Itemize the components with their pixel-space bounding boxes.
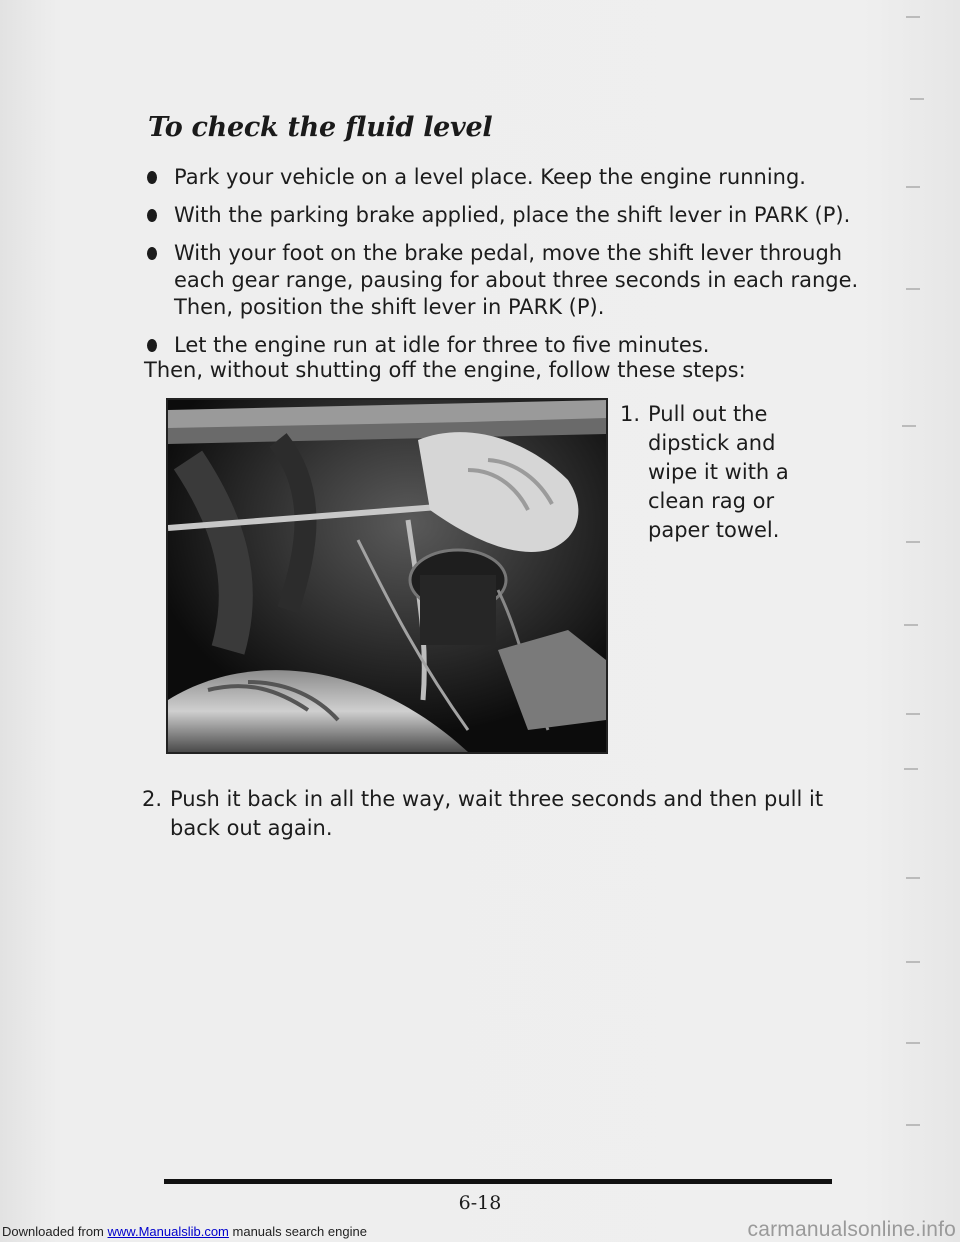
watermark-source [2,1224,367,1239]
margin-tick [906,961,920,963]
steps-intro: Then, without shutting off the engine, follow these steps: [144,358,746,382]
margin-tick [906,288,920,290]
footer-rule [164,1179,832,1184]
margin-tick [904,624,918,626]
download-watermark [0,1218,960,1242]
bullet-icon [147,247,157,260]
margin-tick [910,98,924,100]
step-number: 1. [620,402,641,426]
manualslib-link[interactable]: www.Manualslib.com [107,1224,229,1239]
step-text: Pull out the dipstick and wipe it with a clean rag or paper towel. [648,402,789,542]
bullet-list [144,164,864,370]
bullet-text: With your foot on the brake pedal, move the shift lever through each gear range, pausing for about three seconds in each range. Then, position the shift lever in PARK (P). [174,241,859,319]
step-text: Push it back in all the way, wait three seconds and then pull it back out again. [170,787,824,840]
step-number: 2. [142,787,163,811]
bullet-icon [147,209,157,222]
section-heading: To check the fluid level [148,112,493,143]
list-item [144,164,864,191]
margin-tick [906,1124,920,1126]
margin-tick [904,768,918,770]
bullet-text: Park your vehicle on a level place. Keep the engine running. [174,165,806,189]
margin-tick [906,1042,920,1044]
margin-tick [906,713,920,715]
site-watermark: carmanualsonline.info [747,1218,956,1241]
engine-dipstick-photo-icon [166,398,608,754]
bullet-icon [147,171,157,184]
margin-tick [906,186,920,188]
margin-tick [906,16,920,18]
step-one [620,400,830,545]
watermark-prefix: Downloaded from [2,1224,104,1239]
margin-tick [902,425,916,427]
list-item [144,332,864,359]
bullet-icon [147,339,157,352]
list-item [144,240,864,321]
bullet-text: Let the engine run at idle for three to five minutes. [174,333,710,357]
step-two [142,785,862,843]
watermark-suffix: manuals search engine [232,1224,367,1239]
margin-tick [906,541,920,543]
page-number: 6-18 [458,1192,502,1214]
list-item [144,202,864,229]
margin-tick [906,877,920,879]
bullet-text: With the parking brake applied, place the shift lever in PARK (P). [174,203,851,227]
